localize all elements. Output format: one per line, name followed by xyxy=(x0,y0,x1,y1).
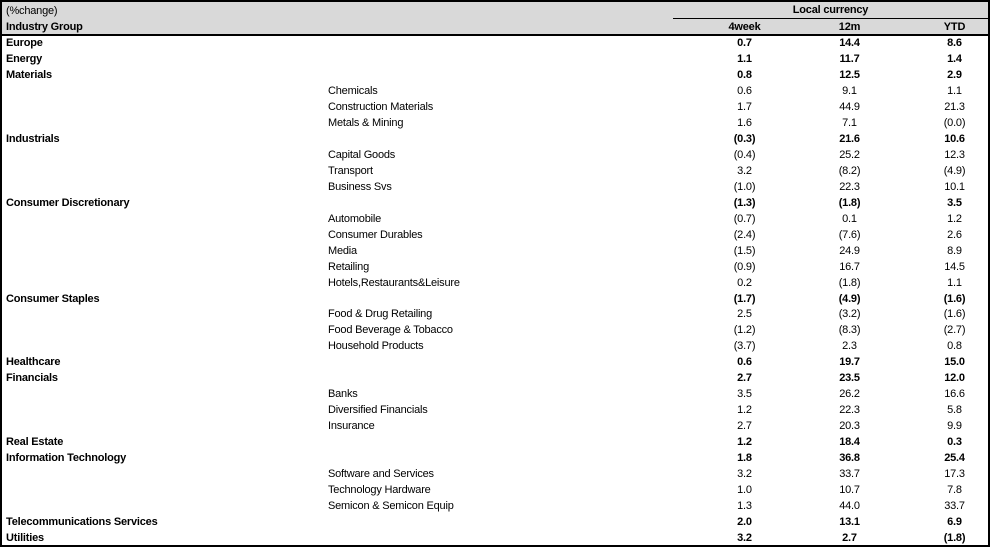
column-header-4week: 4week xyxy=(728,21,761,33)
table-row xyxy=(2,148,988,164)
table-row xyxy=(2,499,988,515)
cell-ytd: 17.3 xyxy=(944,468,965,481)
row-label: Metals & Mining xyxy=(328,116,404,129)
header-row-span xyxy=(2,2,988,19)
table-row xyxy=(2,435,988,451)
cell-4week: 3.2 xyxy=(737,164,752,177)
table-row xyxy=(2,100,988,116)
table-row xyxy=(2,387,988,403)
cell-ytd: 5.8 xyxy=(947,404,962,417)
cell-12m: (8.2) xyxy=(838,164,861,177)
cell-ytd: (1.8) xyxy=(943,532,966,545)
column-header-industry-group: Industry Group xyxy=(6,21,83,33)
cell-12m: 0.1 xyxy=(842,212,857,225)
row-label: Food & Drug Retailing xyxy=(328,308,433,321)
row-label: Consumer Staples xyxy=(6,292,100,305)
cell-4week: 1.2 xyxy=(737,436,752,449)
row-label: Hotels,Restaurants&Leisure xyxy=(328,276,460,289)
cell-ytd: 1.2 xyxy=(947,212,962,225)
cell-12m: 20.3 xyxy=(839,420,860,433)
cell-ytd: 10.6 xyxy=(944,132,965,145)
cell-12m: 9.1 xyxy=(842,84,857,97)
row-label: Business Svs xyxy=(328,180,392,193)
header-row-columns xyxy=(2,19,988,35)
cell-ytd: 10.1 xyxy=(944,180,965,193)
cell-ytd: 1.1 xyxy=(947,84,962,97)
cell-4week: (0.7) xyxy=(733,212,756,225)
cell-4week: (0.9) xyxy=(733,260,756,273)
cell-12m: 21.6 xyxy=(839,132,860,145)
table-row xyxy=(2,483,988,499)
cell-12m: 25.2 xyxy=(839,148,860,161)
row-label: Technology Hardware xyxy=(328,484,431,497)
table-row xyxy=(2,52,988,68)
cell-ytd: 8.9 xyxy=(947,244,962,257)
cell-ytd: 2.9 xyxy=(947,68,962,81)
row-label: Semicon & Semicon Equip xyxy=(328,500,454,513)
cell-12m: 12.5 xyxy=(839,68,860,81)
cell-12m: 22.3 xyxy=(839,404,860,417)
row-label: Household Products xyxy=(328,340,424,353)
percent-change-label: (%change) xyxy=(6,5,58,17)
cell-12m: 33.7 xyxy=(839,468,860,481)
cell-ytd: 2.6 xyxy=(947,228,962,241)
table-row xyxy=(2,68,988,84)
row-label: Insurance xyxy=(328,420,375,433)
cell-12m: (4.9) xyxy=(838,292,861,305)
cell-4week: 0.6 xyxy=(737,356,752,369)
table-body xyxy=(2,36,988,547)
cell-ytd: 6.9 xyxy=(947,516,962,529)
table-row xyxy=(2,276,988,292)
table-row xyxy=(2,180,988,196)
cell-12m: 14.4 xyxy=(839,37,860,49)
cell-ytd: 25.4 xyxy=(944,452,965,465)
cell-4week: 3.2 xyxy=(737,468,752,481)
cell-4week: 0.2 xyxy=(737,276,752,289)
cell-ytd: 21.3 xyxy=(944,100,965,113)
cell-12m: 24.9 xyxy=(839,244,860,257)
cell-4week: (1.3) xyxy=(733,196,756,209)
row-label: Diversified Financials xyxy=(328,404,428,417)
row-label: Consumer Durables xyxy=(328,228,423,241)
row-label: Real Estate xyxy=(6,436,64,449)
table-header xyxy=(2,2,988,36)
table-row xyxy=(2,36,988,52)
cell-12m: 13.1 xyxy=(839,516,860,529)
cell-12m: 11.7 xyxy=(839,52,860,65)
cell-4week: 0.8 xyxy=(737,68,752,81)
cell-12m: (1.8) xyxy=(838,196,861,209)
cell-4week: (1.0) xyxy=(733,180,756,193)
cell-ytd: (4.9) xyxy=(943,164,966,177)
row-label: Retailing xyxy=(328,260,370,273)
table-row xyxy=(2,244,988,260)
cell-4week: (1.5) xyxy=(733,244,756,257)
table-row xyxy=(2,307,988,323)
cell-ytd: 1.1 xyxy=(947,276,962,289)
cell-12m: 2.3 xyxy=(842,340,857,353)
cell-ytd: 9.9 xyxy=(947,420,962,433)
cell-ytd: 12.0 xyxy=(944,372,965,385)
cell-4week: 1.7 xyxy=(737,100,752,113)
table-row xyxy=(2,467,988,483)
row-label: Software and Services xyxy=(328,468,434,481)
cell-4week: 2.0 xyxy=(737,516,752,529)
table-row xyxy=(2,403,988,419)
cell-12m: 19.7 xyxy=(839,356,860,369)
cell-4week: (0.4) xyxy=(733,148,756,161)
cell-12m: 36.8 xyxy=(839,452,860,465)
table-row xyxy=(2,292,988,308)
cell-12m: 16.7 xyxy=(839,260,860,273)
cell-ytd: 7.8 xyxy=(947,484,962,497)
table-row xyxy=(2,260,988,276)
row-label: Transport xyxy=(328,164,373,177)
table-row xyxy=(2,515,988,531)
cell-ytd: 1.4 xyxy=(947,52,962,65)
row-label: Financials xyxy=(6,372,58,385)
cell-4week: 1.3 xyxy=(737,500,752,513)
row-label: Construction Materials xyxy=(328,100,434,113)
table-row xyxy=(2,132,988,148)
cell-ytd: 14.5 xyxy=(944,260,965,273)
cell-ytd: 15.0 xyxy=(944,356,965,369)
cell-12m: 44.9 xyxy=(839,100,860,113)
column-header-ytd: YTD xyxy=(943,21,966,33)
cell-ytd: (1.6) xyxy=(943,308,966,321)
cell-4week: (3.7) xyxy=(733,340,756,353)
cell-4week: 1.1 xyxy=(737,52,752,65)
cell-ytd: 3.5 xyxy=(947,196,962,209)
cell-4week: (2.4) xyxy=(733,228,756,241)
cell-12m: (3.2) xyxy=(838,308,861,321)
table-row xyxy=(2,196,988,212)
cell-12m: 23.5 xyxy=(839,372,860,385)
local-currency-span-header: Local currency xyxy=(673,2,988,19)
cell-ytd: 0.3 xyxy=(947,436,962,449)
cell-12m: 2.7 xyxy=(842,532,857,545)
cell-ytd: 0.8 xyxy=(947,340,962,353)
cell-ytd: (2.7) xyxy=(943,324,966,337)
row-label: Automobile xyxy=(328,212,382,225)
table-row xyxy=(2,212,988,228)
cell-12m: 22.3 xyxy=(839,180,860,193)
cell-4week: 3.5 xyxy=(737,388,752,401)
table-row xyxy=(2,116,988,132)
row-label: Europe xyxy=(6,37,43,49)
cell-4week: (0.3) xyxy=(733,132,756,145)
cell-4week: 2.7 xyxy=(737,372,752,385)
cell-12m: 10.7 xyxy=(839,484,860,497)
cell-12m: 7.1 xyxy=(842,116,857,129)
row-label: Chemicals xyxy=(328,84,378,97)
row-label: Healthcare xyxy=(6,356,61,369)
row-label: Banks xyxy=(328,388,358,401)
cell-12m: 44.0 xyxy=(839,500,860,513)
table-row xyxy=(2,228,988,244)
table-row xyxy=(2,531,988,547)
cell-ytd: 16.6 xyxy=(944,388,965,401)
cell-4week: (1.2) xyxy=(733,324,756,337)
cell-12m: 18.4 xyxy=(839,436,860,449)
cell-12m: 26.2 xyxy=(839,388,860,401)
cell-4week: 0.7 xyxy=(737,37,752,49)
row-label: Capital Goods xyxy=(328,148,396,161)
table-row xyxy=(2,339,988,355)
cell-ytd: 12.3 xyxy=(944,148,965,161)
row-label: Media xyxy=(328,244,357,257)
cell-4week: 2.5 xyxy=(737,308,752,321)
table-row xyxy=(2,451,988,467)
cell-4week: 1.6 xyxy=(737,116,752,129)
row-label: Telecommunications Services xyxy=(6,516,158,529)
cell-12m: (1.8) xyxy=(838,276,861,289)
cell-4week: 1.2 xyxy=(737,404,752,417)
cell-ytd: (1.6) xyxy=(943,292,966,305)
row-label: Industrials xyxy=(6,132,60,145)
cell-4week: 3.2 xyxy=(737,532,752,545)
table-row xyxy=(2,419,988,435)
row-label: Energy xyxy=(6,52,43,65)
cell-12m: (8.3) xyxy=(838,324,861,337)
cell-4week: 0.6 xyxy=(737,84,752,97)
cell-ytd: 8.6 xyxy=(947,37,962,49)
row-label: Materials xyxy=(6,68,52,81)
table-row xyxy=(2,84,988,100)
row-label: Food Beverage & Tobacco xyxy=(328,324,453,337)
row-label: Utilities xyxy=(6,532,44,545)
column-header-12m: 12m xyxy=(838,21,861,33)
table-row xyxy=(2,355,988,371)
cell-4week: (1.7) xyxy=(733,292,756,305)
table-row xyxy=(2,323,988,339)
cell-4week: 1.0 xyxy=(737,484,752,497)
row-label: Information Technology xyxy=(6,452,127,465)
cell-ytd: 33.7 xyxy=(944,500,965,513)
cell-4week: 1.8 xyxy=(737,452,752,465)
cell-4week: 2.7 xyxy=(737,420,752,433)
cell-12m: (7.6) xyxy=(838,228,861,241)
cell-ytd: (0.0) xyxy=(943,116,966,129)
table-row xyxy=(2,371,988,387)
table-row xyxy=(2,164,988,180)
row-label: Consumer Discretionary xyxy=(6,196,130,209)
